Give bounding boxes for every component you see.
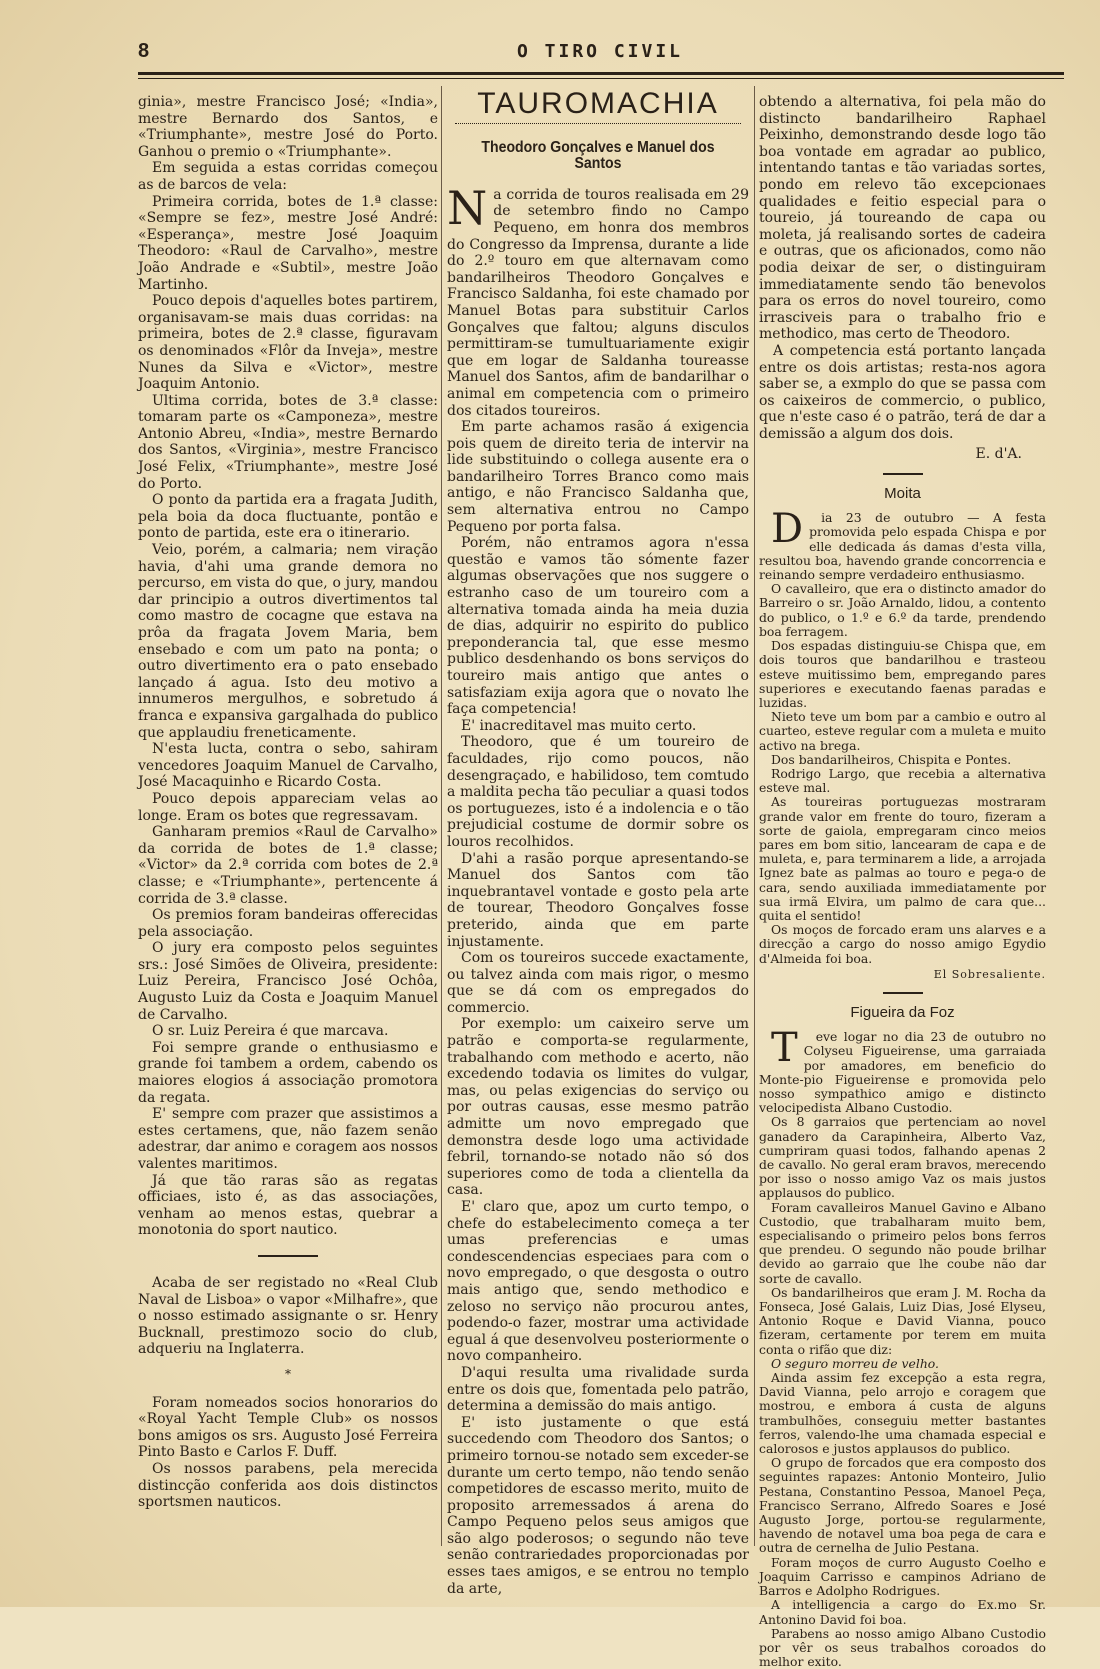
section-separator — [258, 1255, 318, 1257]
drop-cap: T — [771, 1025, 798, 1072]
paragraph: A competencia está portanto lançada entre os dois artistas; resta-nos agora saber se, a exmplo do que se passa com os caixeiros de commercio, o publico, que n'este caso é o patrão, terá de dar a demissão a algum dos dois. — [759, 342, 1046, 442]
paragraph: Pouco depois d'aquelles botes partirem, organisavam-se mais duas corridas: na primeira, botes de 2.ª classe, figuravam os denominados «Flôr da Inveja», mestre Nunes da Silva e «Victor», mestre Joaquim Antonio. — [138, 293, 438, 393]
paragraph: Os 8 garraios que pertenciam ao novel ganadero da Carapinheira, Alberto Vaz, cumpriram quasi todos, falhando apenas 2 de cavallo. No geral eram bravos, merecendo por isso o nosso amigo Vaz os mais justos applausos do publico. — [759, 1114, 1046, 1201]
paragraph: Pouco depois appareciam velas ao longe. Eram os botes que regressavam. — [138, 790, 438, 824]
page-header — [138, 38, 1062, 68]
article-headline: Theodoro Gonçalves e Manuel dos Santos — [481, 138, 715, 173]
paragraph: O cavalleiro, que era o distincto amador do Barreiro o sr. João Arnaldo, lidou, a contento do publico, o 1.º e 6.º da tarde, prendendo boa ferragem. — [759, 581, 1046, 639]
paragraph: Ganharam premios «Raul de Carvalho» da corrida de botes de 1.ª classe; «Victor» da 2.ª corrida com botes de 2.ª classe; e «Triumphante», pertencente á corrida de 3.ª classe. — [138, 824, 438, 907]
newspaper-title: O TIRO CIVIL — [516, 41, 684, 62]
paragraph: Dos espadas distinguiu-se Chispa que, em dois touros que bandarilhou e trasteou esteve muitissimo bem, empregando pares superiores e executando faenas paradas e luzidas. — [759, 638, 1046, 710]
paragraph: O grupo de forcados que era composto dos seguintes rapazes: Antonio Monteiro, Julio Pestana, Constantino Pessoa, Manoel Peça, Francisco Serrano, Alfredo Soares e José Augusto Jorge, portou-se regularmente, havendo de notavel uma boa pega de cara e outra de cernelha de Julio Pestana. — [759, 1455, 1046, 1556]
paragraph: Por exemplo: um caixeiro serve um patrão e comporta-se regularmente, trabalhando com methodo e acerto, não excedendo todavia os limites do vulgar, mas, ou pelas exigencias do serviço ou por outras causas, esse mesmo patrão admitte um novo empregado que demonstra desde logo uma actividade febril, tornando-se notado não só dos superiores como de toda a clientella da casa. — [447, 1016, 749, 1199]
page-number: 8 — [138, 40, 150, 62]
lead-paragraph: Na corrida de touros realisada em 29 de setembro findo no Campo Pequeno, em honra dos membros do Congresso da Imprensa, durante a lide do 2.º touro em que alternavam como bandarilheiros Theodoro Gonçalves e Francisco Saldanha, foi este chamado por Manuel Botas para substituir Carlos Gonçalves que faltou; alguns disculos permittiram-se tumultuariamente exigir que em logar de Saldanha toureasse Manuel dos Santos, afim de bandarilhar o animal em competencia com o primeiro dos citados toureiros. — [447, 180, 749, 419]
paragraph: Os nossos parabens, pela merecida distincção conferida aos dois distinctos sportsmen nauticos. — [138, 1460, 438, 1511]
lead-paragraph: D ia 23 de outubro — A festa promovida pelo espada Chispa e por elle dedicada ás damas d'esta villa, resultou boa, havendo grande concorrencia e reinando sempre verdadeiro enthusiasmo. — [759, 506, 1046, 583]
lead-paragraph: T eve logar no dia 23 de outubro no Colyseu Figueirense, uma garraiada por amadores, em beneficio do Monte-pio Figueirense e promovida pelo nosso sympathico amigo e distincto velocipedista Albano Custodio. — [759, 1025, 1046, 1116]
dotted-rule — [455, 123, 741, 124]
news-item-yacht-club: Foram nomeados socios honorarios do «Royal Yacht Temple Club» os nossos bons amigos os srs. Augusto José Ferreira Pinto Basto e Carlos F. Duff. — [138, 1394, 438, 1461]
column-divider — [754, 86, 755, 1546]
paragraph: Em seguida a estas corridas começou as de barcos de vela: — [138, 160, 438, 193]
paragraph: D'ahi a rasão porque apresentando-se Manuel dos Santos com tão inquebrantavel vontade e gosto pela arte de tourear, Theodoro Gonçalves fosse preterido, ainda que em parte injustamente. — [447, 850, 749, 950]
paragraph: Já que tão raras são as regatas officiaes, isto é, as das associações, venham ao menos estas, quebrar a monotonia do sport nautico. — [138, 1172, 438, 1239]
paragraph: As toureiras portuguezas mostraram grande valor em frente do touro, fizeram a sorte de gaiola, empregaram cinco meios pares em bom sitio, lancearam de capa e de muleta, e, para terminarem a lide, a arrojada Ignez bate as palmas ao touro e pega-o de cara, sendo auxiliada immediatamente por sua irmã Elvira, um palmo de cara que... quita el sentido! — [759, 794, 1046, 923]
news-title-moita: Moita — [884, 485, 921, 503]
author-signature: E. d'A. — [975, 446, 1022, 463]
paragraph: Em parte achamos rasão á exigencia pois quem de direito teria de intervir na lide substituindo o collega ausente era o bandarilheiro Torres Branco como mais antigo, e não Francisco Saldanha que, sem alternativa entrou no Campo Pequeno por porta falsa. — [447, 419, 749, 535]
paragraph: E' isto justamente o que está succedendo com Theodoro dos Santos; o primeiro tornou-se notado sem exceder-se durante um certo tempo, não tendo senão competidores de escasso merito, muito de proposito arremessados á arena do Campo Pequeno pelos seus amigos que são algo poderosos; o segundo não teve senão contrariedades proporcionadas por esses taes amigos, e se entrou no templo da arte, — [447, 1414, 749, 1597]
author-signature: El Sobresaliente. — [933, 967, 1046, 981]
drop-cap: N — [447, 180, 488, 235]
section-separator — [883, 473, 923, 475]
paragraph: Foram moços de curro Augusto Coelho e Joaquim Carrisso e campinos Adriano de Barros e Adolpho Rodrigues. — [759, 1554, 1046, 1599]
section-title-tauromachia: TAUROMACHIA — [477, 87, 719, 120]
paragraph: obtendo a alternativa, foi pela mão do distincto bandarilheiro Raphael Peixinho, demonstrando desde logo tão boa vontade em agradar ao publico, intentando tantas e tão variadas sortes, pondo em relevo tão excepcionaes qualidades e feitio especial para o toureio, já toureando de capa ou moleta, já realisando sortes de cadeira e outras, que os aficionados, como não podia deixar de ser, o distinguiram immediatamente sendo tão benevolos para os erros do novel toureiro, como irrasciveis para o trabalho frio e methodico, mas certo de Theodoro. — [759, 94, 1046, 343]
section-separator — [883, 992, 923, 994]
column-left — [138, 94, 438, 1511]
paragraph: ginia», mestre Francisco José; «India», mestre Bernardo dos Santos, e «Triumphante», mestre José do Porto. Ganhou o premio o «Triumphante». — [138, 94, 438, 160]
paragraph: Os bandarilheiros que eram J. M. Rocha da Fonseca, José Galais, Luiz Dias, José Elyseu, Antonio Roque e David Vianna, pouco fizeram, certamente por terem em muita conta o rifão que diz: — [759, 1284, 1046, 1357]
asterism: * — [285, 1366, 291, 1381]
paragraph: N'esta lucta, contra o sebo, sahiram vencedores Joaquim Manuel de Carvalho, José Macaquinho e Ricardo Costa. — [138, 741, 438, 791]
paragraph: Theodoro, que é um toureiro de faculdades, rijo como poucos, não desengraçado, e habilidoso, tem comtudo a maldita pecha tão peculiar a quasi todos os portuguezes, isto é a indolencia e o tão prejudicial costume de dormir sobre os louros recolhidos. — [447, 734, 749, 850]
paragraph: Primeira corrida, botes de 1.ª classe: «Sempre se fez», mestre José André: «Esperança», mestre José Joaquim Theodoro: «Raul de Carvalho», mestre João Andrade e «Subtil», mestre João Martinho. — [138, 193, 438, 293]
news-item-club-naval: Acaba de ser registado no «Real Club Naval de Lisboa» o vapor «Milhafre», que o nosso estimado assignante o sr. Henry Bucknall, prestimozo socio do club, adqueriu na Inglaterra. — [138, 1274, 438, 1358]
paragraph: Com os toureiros succede exactamente, ou talvez ainda com mais rigor, o mesmo que se dá com os empregados do commercio. — [447, 950, 749, 1016]
paragraph: D'aqui resulta uma rivalidade surda entre os dois que, fomentada pelo patrão, determina a demissão do mais antigo. — [447, 1364, 749, 1415]
paragraph: Dos bandarilheiros, Chispita e Pontes. — [771, 751, 1012, 767]
paragraph: Porém, não entramos agora n'essa questão e vamos tão sómente fazer algumas observações que nos suggere o estranho caso de um toureiro com a alternativa tomada ainda ha meia duzia de dias, adquirir no espirito do publico preponderancia tal, que esse mesmo publico desdenhando os bons serviços do toureiro mais antigo que antes o satisfaziam exija agora que o novato lhe faça competencia! — [447, 535, 749, 718]
header-rule — [138, 72, 1064, 75]
paragraph: E' sempre com prazer que assistimos a estes certamens, que, não fazem senão adestrar, dar animo e coragem aos nossos valentes maritimos. — [138, 1106, 438, 1172]
drop-cap: D — [771, 506, 804, 553]
paragraph: Nieto teve um bom par a cambio e outro al cuarteo, esteve regular com a muleta e muito activo na brega. — [759, 709, 1046, 753]
paragraph: O ponto da partida era a fragata Judith, pela boia da doca fluctuante, pontão e ponto de partida, este era o itinerario. — [138, 492, 438, 542]
paragraph: Parabens ao nosso amigo Albano Custodio por vêr os seus trabalhos coroados do melhor exito. — [759, 1625, 1046, 1669]
paragraph: Rodrigo Largo, que recebia a alternativa esteve mal. — [759, 765, 1046, 796]
paragraph: Os moços de forcado eram uns alarves e a direcção a cargo do nosso amigo Egydio d'Almeida foi boa. — [759, 922, 1046, 966]
quote: O seguro morreu de velho. — [771, 1355, 939, 1371]
paragraph: Os premios foram bandeiras offerecidas pela associação. — [138, 907, 438, 940]
news-moita — [759, 487, 1046, 1669]
paragraph: Foi sempre grande o enthusiasmo e grande foi tambem a ordem, cabendo os maiores elogios á associação promotora da regata. — [138, 1039, 438, 1106]
paragraph: Veio, porém, a calmaria; nem viração havia, d'ahi uma grande demora no percurso, em vista do que, o jury, mandou dar principio a outros divertimentos tal como mastro de cocagne que estava na prôa da fragata Jovem Maria, bem ensebado e com um pato na ponta; o outro divertimento era o pato ensebado lançado á agua. Isto deu motivo a innumeros mergulhos, e sobretudo á franca e expansiva gargalhada do publico que applaudiu freneticamente. — [138, 542, 438, 741]
paragraph: E' inacreditavel mas muito certo. — [461, 717, 697, 734]
column-divider — [441, 86, 442, 1546]
paragraph: Ultima corrida, botes de 3.ª classe: tomaram parte os «Camponeza», mestre Antonio Abreu, «India», mestre Bernardo dos Santos, «Virginia», mestre Francisco José Felix, «Triumphante», mestre José do Porto. — [138, 392, 438, 492]
news-title-figueira: Figueira da Foz — [850, 1003, 955, 1021]
paragraph: O sr. Luiz Pereira é que marcava. — [152, 1023, 389, 1040]
header-rule-thin — [138, 78, 1064, 79]
paragraph: O jury era composto pelos seguintes srs.: José Simões de Oliveira, presidente: Luiz Pereira, Francisco José Ochôa, Augusto Luiz da Costa e Joaquim Manuel de Carvalho. — [138, 940, 438, 1023]
paragraph: E' claro que, apoz um curto tempo, o chefe do estabelecimento começa a ter umas preferencias e umas condescendencias especiaes para com o novo empregado, o que desgosta o outro mais antigo que, sendo methodico e zeloso no serviço não procurou antes, podendo-o fazer, mostrar uma actividade egual á que desenvolveu posteriormente o novo companheiro. — [447, 1199, 749, 1365]
column-right — [759, 94, 1046, 1669]
paragraph: Ainda assim fez excepção a esta regra, David Vianna, pelo arrojo e coragem que mostrou, e embora á custa de alguns trambulhões, conseguiu metter bastantes ferros, valendo-lhe uma chamada especial e calorosos e justos applausos do publico. — [759, 1370, 1046, 1457]
paragraph: Foram cavalleiros Manuel Gavino e Albano Custodio, que trabalharam muito bem, especialisando o primeiro pelos bons ferros que prendeu. O segundo não poude brilhar devido ao garraio que lhe coube não dar sorte de cavallo. — [759, 1199, 1046, 1286]
column-middle — [447, 87, 749, 1597]
paragraph: A intelligencia a cargo do Ex.mo Sr. Antonino David foi boa. — [759, 1597, 1046, 1627]
